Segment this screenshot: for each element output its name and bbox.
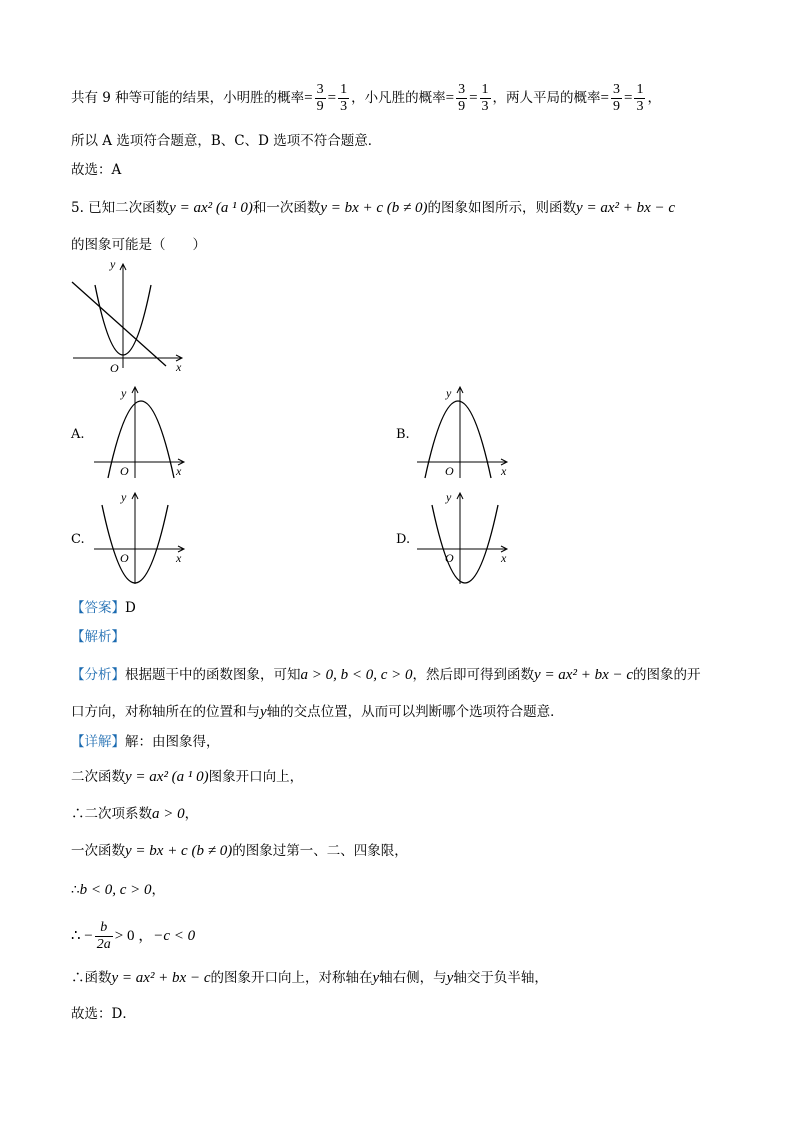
text-segment: ，两人平局的概率 [492, 90, 601, 106]
option-d-curve [432, 505, 498, 583]
detail-heading: 【详解】解：由图象得， [71, 734, 220, 750]
svg-text:y: y [446, 490, 452, 504]
answer-line [71, 598, 136, 618]
option-a-label: A. [71, 427, 85, 442]
svg-text:x: x [501, 464, 507, 478]
svg-text:y: y [121, 490, 127, 504]
fraction: $\frac{3}{9}$ [458, 82, 466, 114]
option-a-graph[interactable] [92, 382, 192, 482]
formula-quadratic: y = ax² (a ¹ 0) [169, 200, 253, 216]
y-label: y [110, 258, 116, 271]
step-2: ∴二次项系数a > 0， [71, 806, 199, 822]
text-line-2: 所以 A 选项符合题意，B、C、D 选项不符合题意． [71, 133, 382, 149]
svg-text:O: O [445, 551, 454, 565]
formula-linear: y = bx + c (b ≠ 0) [320, 200, 428, 216]
text-segment: ，小凡胜的概率 [351, 90, 446, 106]
question-figure [70, 258, 190, 378]
formula-target: y = ax² + bx − c [576, 200, 676, 216]
step-3: 一次函数y = bx + c (b ≠ 0)的图象过第一、二、四象限， [71, 843, 408, 859]
svg-text:x: x [176, 551, 182, 565]
option-b-curve [425, 401, 491, 478]
step-4: ∴b < 0, c > 0， [71, 882, 165, 898]
option-b-graph[interactable] [415, 382, 515, 482]
svg-text:y: y [446, 386, 452, 400]
answer-value: D [125, 600, 136, 616]
text-line-1: 共有 9 种等可能的结果，小明胜的概率= $\frac{3}{9}$ = $\frac{1}{3}$ ，小凡胜的概率= $\frac{3}{9}$ = $\frac{1}{3}$ ，两人平局的概率= $\frac{3}{9}$ = $\frac{1}{3}$ ， [71, 82, 661, 114]
svg-text:O: O [445, 464, 454, 478]
final-answer: 故选：D． [71, 1006, 136, 1022]
step-1: 二次函数y = ax² (a ¹ 0)图象开口向上， [71, 769, 304, 785]
option-d-graph[interactable] [415, 488, 515, 588]
svg-text:O: O [120, 464, 129, 478]
step-6: ∴函数y = ax² + bx − c的图象开口向上，对称轴在y轴右侧，与y轴交于负半轴， [71, 970, 548, 986]
text-segment: 共有 9 种等可能的结果，小明胜的概率 [71, 90, 305, 106]
svg-text:x: x [176, 464, 182, 478]
origin-label: O [110, 361, 119, 375]
question-5-stem: 5. 已知二次函数y = ax² (a ¹ 0)和一次函数y = bx + c (b ≠ 0)的图象如图所示，则函数y = ax² + bx − c [71, 200, 676, 216]
step-5: ∴ − $\frac{b}{2a}$ > 0 ，−c < 0 [71, 920, 196, 952]
fraction: $\frac{1}{3}$ [636, 82, 644, 114]
x-label: x [176, 360, 182, 374]
svg-text:O: O [120, 551, 129, 565]
answer-tag: 【答案】 [71, 600, 125, 616]
fraction: $\frac{1}{3}$ [481, 82, 489, 114]
text-line-3: 故选：A [71, 162, 122, 178]
svg-text:x: x [501, 551, 507, 565]
analysis-line-1: 【分析】根据题干中的函数图象，可知a > 0, b < 0, c > 0，然后即可得到函数y = ax² + bx − c的图象的开 [71, 667, 701, 683]
fraction: $\frac{b}{2a}$ [96, 920, 111, 952]
svg-text:y: y [121, 386, 127, 400]
fraction: $\frac{1}{3}$ [340, 82, 348, 114]
option-a-curve [108, 401, 174, 478]
question-5-stem-line2: 的图象可能是（ ） [71, 237, 206, 253]
option-b-label: B. [396, 427, 410, 442]
option-c-graph[interactable] [92, 488, 192, 588]
fraction: $\frac{3}{9}$ [613, 82, 621, 114]
fraction: $\frac{3}{9}$ [316, 82, 324, 114]
analysis-line-2: 口方向，对称轴所在的位置和与y轴的交点位置，从而可以判断哪个选项符合题意． [71, 704, 564, 720]
option-d-label: D. [396, 532, 411, 547]
analysis-heading: 【解析】 [71, 629, 125, 645]
option-c-label: C. [71, 532, 85, 547]
